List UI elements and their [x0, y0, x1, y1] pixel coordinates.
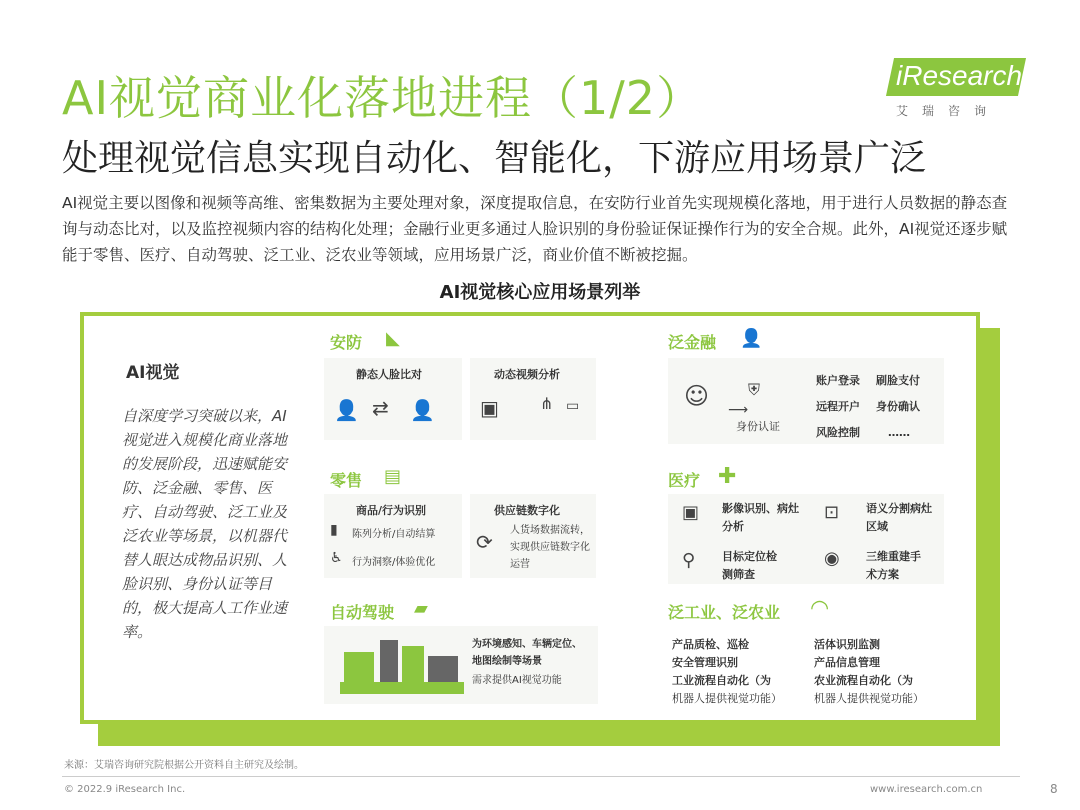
store-icon: ▤	[384, 466, 402, 487]
section-title-medical: 医疗	[668, 471, 701, 490]
finance-item: 远程开户	[816, 400, 860, 413]
agriculture-item: 活体识别监测	[814, 638, 880, 651]
city-traffic-illustration	[340, 632, 464, 698]
intro-paragraph: AI视觉主要以图像和视频等高维、密集数据为主要处理对象，深度提取信息，在安防行业首先实现规模化落地，用于进行人员数据的静态查询与动态比对，以及监控视频内容的结构化处理；金融行业更多通过人脸识别的身份验证保证操作行为的安全合规。此外，AI视觉还逐步赋能于零售、医疗、自动驾驶、泛工业、泛农业等领域，应用场景广泛，商业价值不断被挖掘。	[62, 194, 1008, 264]
panel-label-static-face: 静态人脸比对	[356, 368, 422, 381]
retail-panel2-text: 人货场数据流转，实现供应链数字化运营	[510, 525, 590, 570]
section-title-retail: 零售	[330, 471, 363, 490]
autodrive-text: 需求提供AI视觉功能	[472, 675, 562, 686]
network-icon: ⋔	[540, 394, 554, 413]
copyright: © 2022.9 iResearch Inc.	[64, 784, 186, 795]
finance-center-label: 身份认证	[736, 420, 780, 433]
car-icon: ▰	[414, 598, 428, 619]
finance-item: 刷脸支付	[876, 374, 920, 387]
bag-icon: ▮	[330, 522, 338, 538]
agriculture-item: 农业流程自动化（为	[814, 674, 913, 687]
scan-icon: ▣	[682, 502, 700, 523]
page-title: AI视觉商业化落地进程（1/2）	[62, 71, 704, 125]
segment-icon: ⊡	[824, 502, 840, 523]
video-camera-icon: ▣	[480, 396, 499, 420]
industry-item: 产品质检、巡检	[672, 638, 749, 651]
medical-cross-icon: ✚	[718, 464, 737, 489]
retail-item: 行为洞察/体验优化	[352, 557, 436, 568]
retail-item: 陈列分析/自动结算	[352, 529, 436, 540]
autodrive-text-bold: 为环境感知、车辆定位、地图绘制等场景	[472, 639, 582, 667]
industry-item: 机器人提供视觉功能）	[672, 692, 782, 705]
gauge-icon: ◠	[810, 596, 830, 621]
person-icon: 👤	[410, 398, 435, 422]
section-title-autodrive: 自动驾驶	[330, 603, 395, 622]
panel-label-retail-1: 商品/行为识别	[356, 504, 427, 517]
finance-item: ……	[888, 426, 910, 439]
industry-item: 安全管理识别	[672, 656, 738, 669]
website-link[interactable]: www.iresearch.com.cn	[870, 784, 983, 795]
search-icon: ⚲	[682, 550, 696, 571]
agriculture-item: 机器人提供视觉功能）	[814, 692, 924, 705]
footer-divider	[62, 776, 1020, 777]
user-icon: 👤	[740, 328, 763, 349]
left-description: 自深度学习突破以来，AI视觉进入规模化商业落地的发展阶段，迅速赋能安防、泛金融、零售、医疗、自动驾驶、泛工业及泛农业等场景，以机器代替人眼达成物品识别、人脸识别、身份认证等目的，极大提高人工作业速率。	[122, 407, 288, 641]
page-subtitle: 处理视觉信息实现自动化、智能化，下游应用场景广泛	[62, 138, 927, 179]
section-title-security: 安防	[330, 333, 363, 352]
arrow-icon: ⟶	[728, 402, 749, 418]
section-title-industry: 泛工业、泛农业	[668, 603, 781, 622]
panel-label-retail-2: 供应链数字化	[494, 504, 560, 517]
agriculture-item: 产品信息管理	[814, 656, 880, 669]
medical-item: 目标定位检测筛查	[722, 550, 777, 581]
walk-icon: ♿	[330, 550, 343, 566]
left-title: AI视觉	[126, 363, 180, 383]
compare-arrows-icon: ⇄	[372, 396, 389, 420]
shield-icon: ⛨	[748, 380, 761, 399]
panel-label-dynamic-video: 动态视频分析	[494, 368, 560, 381]
medical-item: 三维重建手术方案	[866, 550, 921, 581]
medical-item: 语义分割病灶区域	[866, 502, 932, 533]
medical-item: 影像识别、病灶分析	[722, 502, 799, 533]
frame-title: AI视觉核心应用场景列举	[439, 282, 641, 303]
3d-model-icon: ◉	[824, 548, 840, 569]
supply-chain-icon: ⟳	[476, 530, 493, 554]
finance-item: 账户登录	[816, 374, 860, 387]
source-note: 来源：艾瑞咨询研究院根据公开资料自主研究及绘制。	[64, 760, 304, 771]
page-number: 8	[1050, 782, 1058, 796]
camera-icon: ◣	[386, 328, 400, 349]
industry-item: 工业流程自动化（为	[672, 674, 771, 687]
finance-item: 风险控制	[816, 426, 860, 439]
face-icon: ☺	[684, 382, 710, 410]
finance-item: 身份确认	[876, 400, 920, 413]
section-title-finance: 泛金融	[668, 333, 717, 352]
logo-subtext: 艾瑞咨询	[896, 104, 1001, 118]
logo-text: iResearch	[896, 60, 1023, 91]
car-icon: ▭	[566, 398, 580, 414]
person-icon: 👤	[334, 398, 359, 422]
